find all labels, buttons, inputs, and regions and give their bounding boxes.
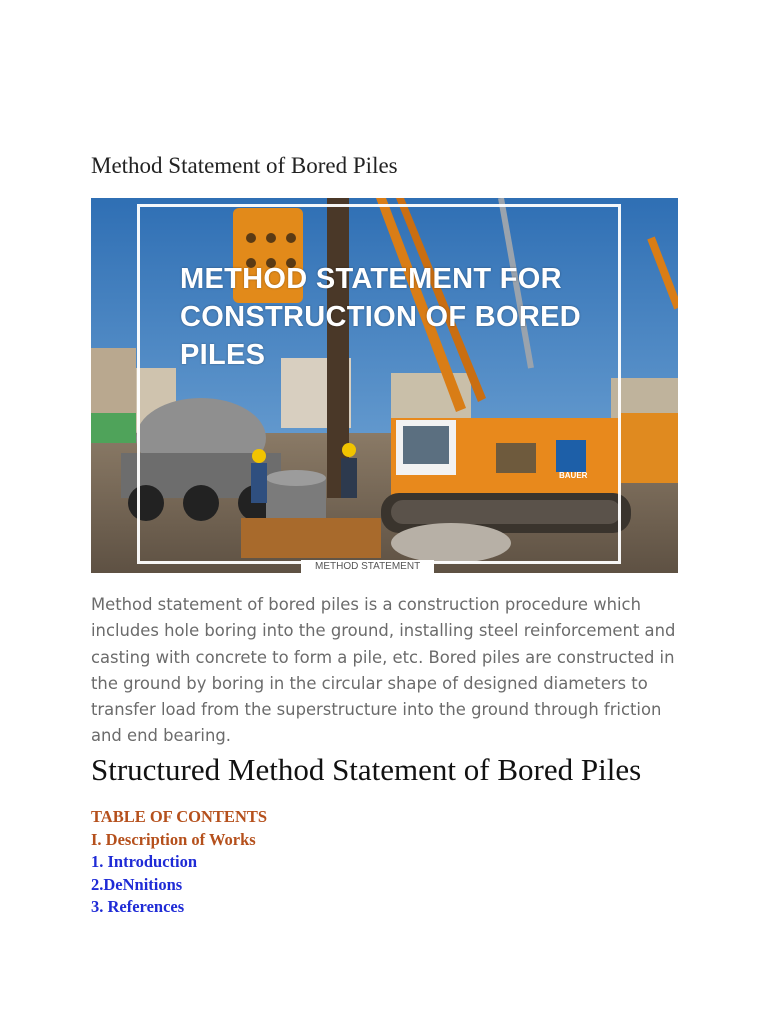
construction-site-illustration xyxy=(91,198,678,573)
toc-section-description-of-works: I. Description of Works xyxy=(91,829,256,849)
toc-link-definitions[interactable]: 2.DeNnitions xyxy=(91,874,183,894)
toc-link-introduction[interactable]: 1. Introduction xyxy=(91,852,198,871)
toc-link-references[interactable]: 3. References xyxy=(91,897,185,916)
hero-caption: METHOD STATEMENT xyxy=(301,560,434,573)
document-title: Method Statement of Bored Piles xyxy=(91,153,398,178)
hero-overlay-title: METHOD STATEMENT FOR CONSTRUCTION OF BORED PILES xyxy=(180,263,582,371)
table-of-contents xyxy=(91,806,267,919)
hero-image xyxy=(91,198,678,573)
rig-brand-label: BAUER xyxy=(559,471,588,480)
toc-heading: TABLE OF CONTENTS xyxy=(91,807,268,826)
section-heading: Structured Method Statement of Bored Piles xyxy=(91,752,642,787)
intro-paragraph: Method statement of bored piles is a construction procedure which includes hole boring into the ground, installing steel reinforcement and casting with concrete to form a pile, etc. Bored piles are constructed in the ground by boring in the circular shape of designed diameters to transfer load from the superstructure into the ground through friction and end bearing. xyxy=(91,595,676,746)
